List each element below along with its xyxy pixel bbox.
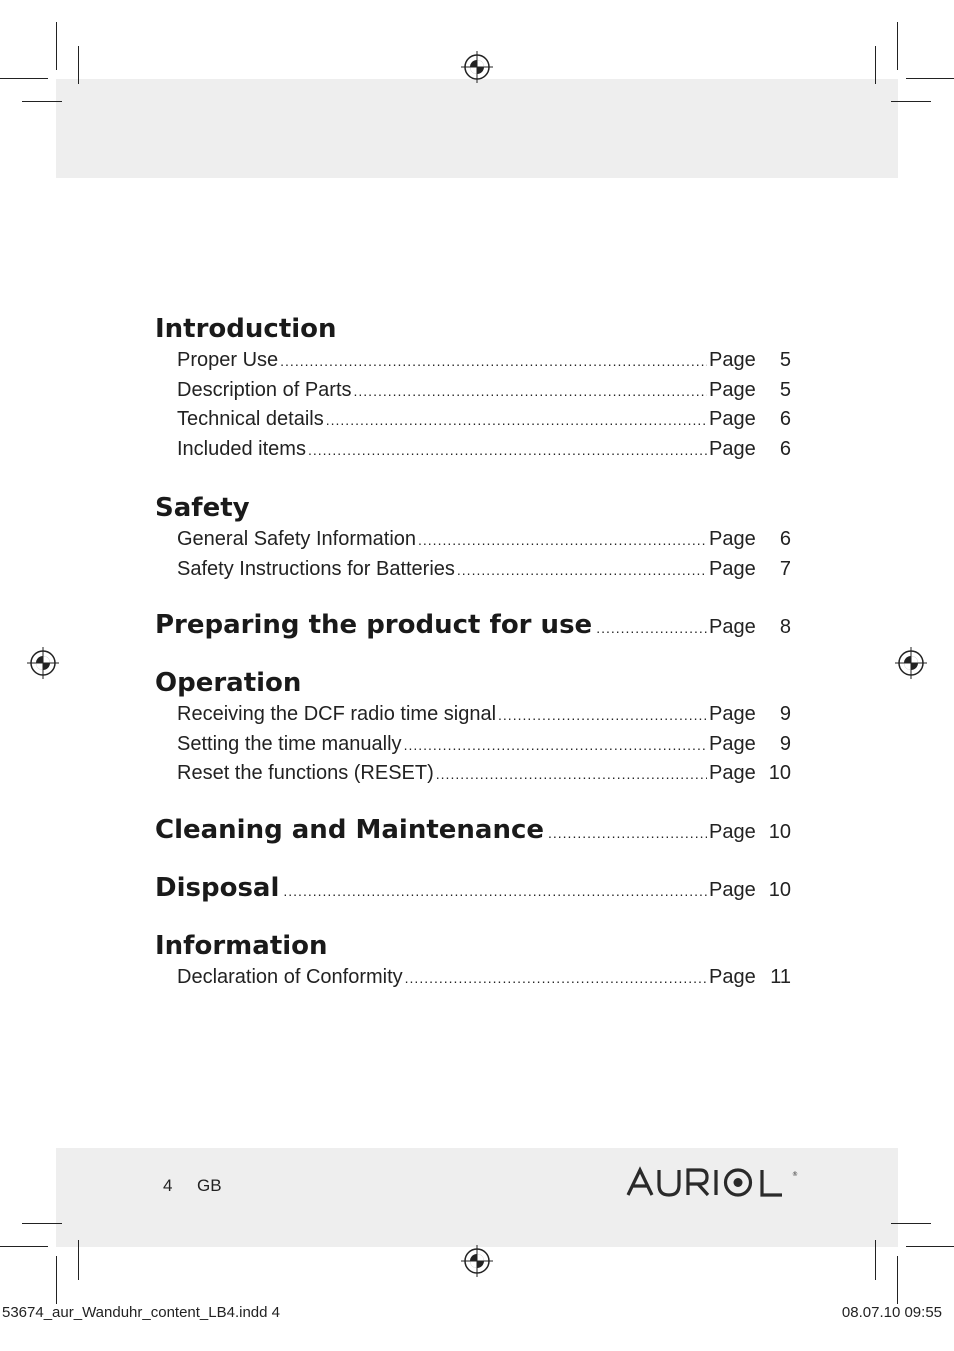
- auriol-logo: [626, 1166, 802, 1198]
- page-number: 10: [768, 762, 791, 784]
- page-number: 6: [779, 528, 791, 550]
- toc-entry[interactable]: [155, 555, 791, 585]
- page-word: Page: [709, 732, 756, 755]
- toc-section-preparing[interactable]: [155, 608, 791, 642]
- toc-section-information: [155, 929, 791, 993]
- entry-label: Technical details: [177, 408, 324, 430]
- entry-label: Reset the functions (RESET): [177, 762, 434, 784]
- page-number: 6: [779, 408, 791, 430]
- page-number: 8: [779, 616, 791, 638]
- toc-entry[interactable]: [155, 346, 791, 376]
- entry-label: Included items: [177, 437, 306, 460]
- entry-label: Description of Parts: [177, 378, 352, 401]
- footer-language: GB: [197, 1176, 222, 1195]
- page-word: Page: [709, 437, 756, 460]
- section-title: Preparing the product for use: [155, 610, 593, 640]
- registration-mark-icon: [461, 1245, 493, 1277]
- table-of-contents: [155, 312, 791, 992]
- registration-mark-icon: [461, 51, 493, 83]
- page-word: Page: [709, 378, 756, 401]
- toc-entry[interactable]: [155, 730, 791, 760]
- dot-leader: [280, 347, 707, 377]
- toc-section-introduction: [155, 312, 791, 464]
- toc-entry[interactable]: [155, 435, 791, 465]
- page-number: 7: [779, 557, 791, 580]
- toc-entry[interactable]: [155, 405, 791, 435]
- entry-label: Declaration of Conformity: [177, 965, 403, 988]
- toc-entry[interactable]: [155, 963, 791, 993]
- page-word: Page: [709, 557, 756, 580]
- entry-label: Setting the time manually: [177, 732, 402, 755]
- registration-mark-icon: [895, 647, 927, 679]
- registration-mark-icon: [27, 647, 59, 679]
- dot-leader: [457, 556, 707, 586]
- page-word: Page: [709, 878, 756, 901]
- dot-leader: [354, 377, 707, 407]
- toc-section-operation: [155, 666, 791, 789]
- entry-label: Safety Instructions for Batteries: [177, 557, 455, 580]
- page-number: 11: [770, 965, 791, 988]
- page-number: 9: [779, 732, 791, 755]
- footer-page-number: 4: [163, 1176, 173, 1195]
- svg-text:®: ®: [792, 1171, 798, 1178]
- slug-datetime: 08.07.10 09:55: [841, 1304, 942, 1321]
- dot-leader: [596, 611, 707, 645]
- page-word: Page: [709, 703, 756, 725]
- toc-entry[interactable]: [155, 759, 791, 789]
- page-word: Page: [709, 965, 756, 988]
- page-word: Page: [709, 616, 756, 638]
- page-word: Page: [709, 408, 756, 430]
- section-title: Information: [155, 930, 328, 961]
- section-title: Introduction: [155, 314, 337, 344]
- dot-leader: [326, 406, 707, 436]
- dot-leader: [308, 436, 707, 466]
- page-number: 10: [768, 878, 791, 901]
- toc-entry[interactable]: [155, 376, 791, 406]
- dot-leader: [436, 760, 707, 790]
- toc-section-disposal[interactable]: [155, 871, 791, 905]
- toc-section-safety: [155, 491, 791, 584]
- page-word: Page: [709, 528, 756, 550]
- page-number: 5: [779, 349, 791, 371]
- page-number: 6: [779, 437, 791, 460]
- entry-label: General Safety Information: [177, 528, 417, 550]
- page-number: 10: [768, 820, 791, 843]
- toc-entry[interactable]: [155, 700, 791, 730]
- page-word: Page: [709, 820, 756, 843]
- dot-leader: [283, 874, 707, 908]
- dot-leader: [418, 526, 707, 556]
- page-number: 5: [779, 378, 791, 401]
- page-word: Page: [709, 762, 756, 784]
- section-title: Operation: [155, 668, 302, 698]
- section-title: Safety: [155, 493, 250, 523]
- dot-leader: [405, 964, 707, 994]
- slug-filename: 53674_aur_Wanduhr_content_LB4.indd 4: [2, 1304, 280, 1321]
- section-title: Disposal: [155, 872, 280, 903]
- dot-leader: [498, 701, 707, 731]
- page-number: 9: [779, 703, 791, 725]
- page-word: Page: [709, 349, 756, 371]
- toc-section-cleaning[interactable]: [155, 813, 791, 847]
- section-title: Cleaning and Maintenance: [155, 814, 544, 845]
- dot-leader: [548, 816, 707, 850]
- entry-label: Proper Use: [177, 349, 279, 371]
- entry-label: Receiving the DCF radio time signal: [177, 703, 497, 725]
- dot-leader: [404, 731, 707, 761]
- header-band: [56, 79, 898, 178]
- toc-entry[interactable]: [155, 525, 791, 555]
